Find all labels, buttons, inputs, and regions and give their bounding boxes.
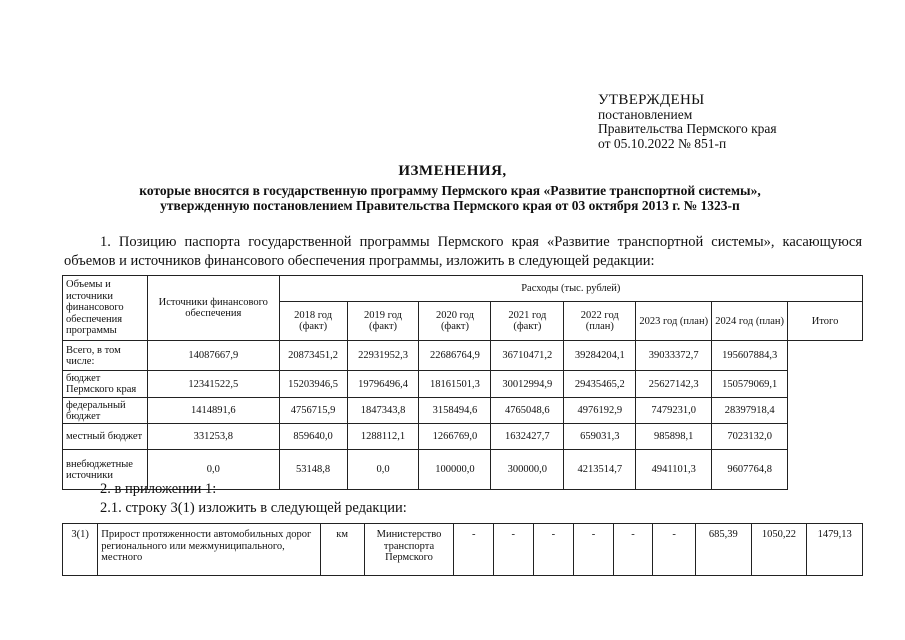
source-name: внебюджетные источники: [63, 450, 148, 490]
table-cell: -: [574, 524, 614, 576]
year-header: 2023 год (план): [636, 302, 712, 341]
table-row: [63, 424, 863, 450]
source-name: Всего, в том числе:: [63, 341, 148, 371]
table-cell: -: [653, 524, 696, 576]
year-header: Итого: [788, 302, 863, 341]
table-cell: 12341522,5: [147, 371, 279, 398]
table-cell: 4213514,7: [564, 450, 636, 490]
approval-stamp: [598, 93, 777, 151]
table-cell: 7479231,0: [636, 398, 712, 424]
table-cell: 25627142,3: [636, 371, 712, 398]
finance-table: [62, 275, 863, 490]
table-row: [63, 341, 863, 371]
table-cell: 15203946,5: [279, 371, 347, 398]
table-cell: 1266769,0: [419, 424, 491, 450]
table-cell: 28397918,4: [712, 398, 788, 424]
table-cell: 0,0: [147, 450, 279, 490]
table-cell: 22686764,9: [419, 341, 491, 371]
table-cell: 1050,22: [751, 524, 807, 576]
row-number: 3(1): [63, 524, 98, 576]
table-cell: 4756715,9: [279, 398, 347, 424]
table-cell: 14087667,9: [147, 341, 279, 371]
table-cell: 331253,8: [147, 424, 279, 450]
table-cell: 1288112,1: [347, 424, 419, 450]
year-header: 2020 год (факт): [419, 302, 491, 341]
table-cell: 195607884,3: [712, 341, 788, 371]
paragraph-2-1: 2.1. строку 3(1) изложить в следующей редакции:: [100, 500, 407, 516]
table-cell: 1847343,8: [347, 398, 419, 424]
table-cell: -: [613, 524, 653, 576]
table-cell: 4976192,9: [564, 398, 636, 424]
table-cell: 53148,8: [279, 450, 347, 490]
paragraph-1: 1. Позицию паспорта государственной программы Пермского края «Развитие транспортной системы», касающуюся объемов и источников финансового обеспечения программы, изложить в следующей редакции:: [64, 234, 862, 269]
document-subtitle: [60, 183, 840, 213]
table-row: [63, 371, 863, 398]
table-cell: 985898,1: [636, 424, 712, 450]
year-header: 2022 год (план): [564, 302, 636, 341]
table-cell: 3158494,6: [419, 398, 491, 424]
table-row: [63, 398, 863, 424]
document-title: ИЗМЕНЕНИЯ,: [398, 163, 507, 179]
source-name: бюджет Пермского края: [63, 371, 148, 398]
table-cell: -: [454, 524, 494, 576]
expenses-header: Расходы (тыс. рублей): [279, 276, 862, 302]
year-header: 2024 год (план): [712, 302, 788, 341]
sources-header: Источники финансового обеспечения: [147, 276, 279, 341]
table-cell: 1632427,7: [491, 424, 564, 450]
paragraph-2: 2. в приложении 1:: [100, 481, 217, 497]
table-cell: 39033372,7: [636, 341, 712, 371]
source-name: местный бюджет: [63, 424, 148, 450]
source-name: федеральный бюджет: [63, 398, 148, 424]
table-cell: 1479,13: [807, 524, 863, 576]
approved-line: Правительства Пермского края: [598, 121, 777, 136]
table-cell: 29435465,2: [564, 371, 636, 398]
table-cell: 0,0: [347, 450, 419, 490]
table-cell: 19796496,4: [347, 371, 419, 398]
table-cell: 4941101,3: [636, 450, 712, 490]
table-cell: -: [493, 524, 533, 576]
table-cell: 659031,3: [564, 424, 636, 450]
approved-date: от 05.10.2022 № 851-п: [598, 135, 727, 151]
table-cell: 1414891,6: [147, 398, 279, 424]
responsible-org: Министерство транспорта Пермского: [364, 524, 454, 576]
table-cell: 150579069,1: [712, 371, 788, 398]
table-cell: -: [533, 524, 574, 576]
table-cell: 22931952,3: [347, 341, 419, 371]
table-row: [63, 524, 863, 576]
indicator-name: Прирост протяженности автомобильных дорог регионального или межмуниципального, местного: [98, 524, 320, 576]
subtitle-line: которые вносятся в государственную программу Пермского края «Развитие транспортной системы»,: [139, 183, 761, 198]
unit: км: [320, 524, 364, 576]
table-cell: 685,39: [696, 524, 752, 576]
year-header: 2018 год (факт): [279, 302, 347, 341]
table-cell: 36710471,2: [491, 341, 564, 371]
table-cell: 7023132,0: [712, 424, 788, 450]
table-cell: 9607764,8: [712, 450, 788, 490]
table-cell: 30012994,9: [491, 371, 564, 398]
approved-line: постановлением: [598, 106, 693, 122]
table-cell: 4765048,6: [491, 398, 564, 424]
table-cell: 39284204,1: [564, 341, 636, 371]
indicator-table: [62, 523, 863, 576]
table-row-label: Объемы и источники финансового обеспечения программы: [63, 276, 148, 341]
table-cell: 300000,0: [491, 450, 564, 490]
table-cell: 20873451,2: [279, 341, 347, 371]
year-header: 2019 год (факт): [347, 302, 419, 341]
subtitle-line: утвержденную постановлением Правительства Пермского края от 03 октября 2013 г. № 1323-п: [160, 198, 740, 213]
table-cell: 859640,0: [279, 424, 347, 450]
approved-heading: УТВЕРЖДЕНЫ: [598, 92, 705, 108]
year-header: 2021 год (факт): [491, 302, 564, 341]
table-cell: 100000,0: [419, 450, 491, 490]
table-cell: 18161501,3: [419, 371, 491, 398]
